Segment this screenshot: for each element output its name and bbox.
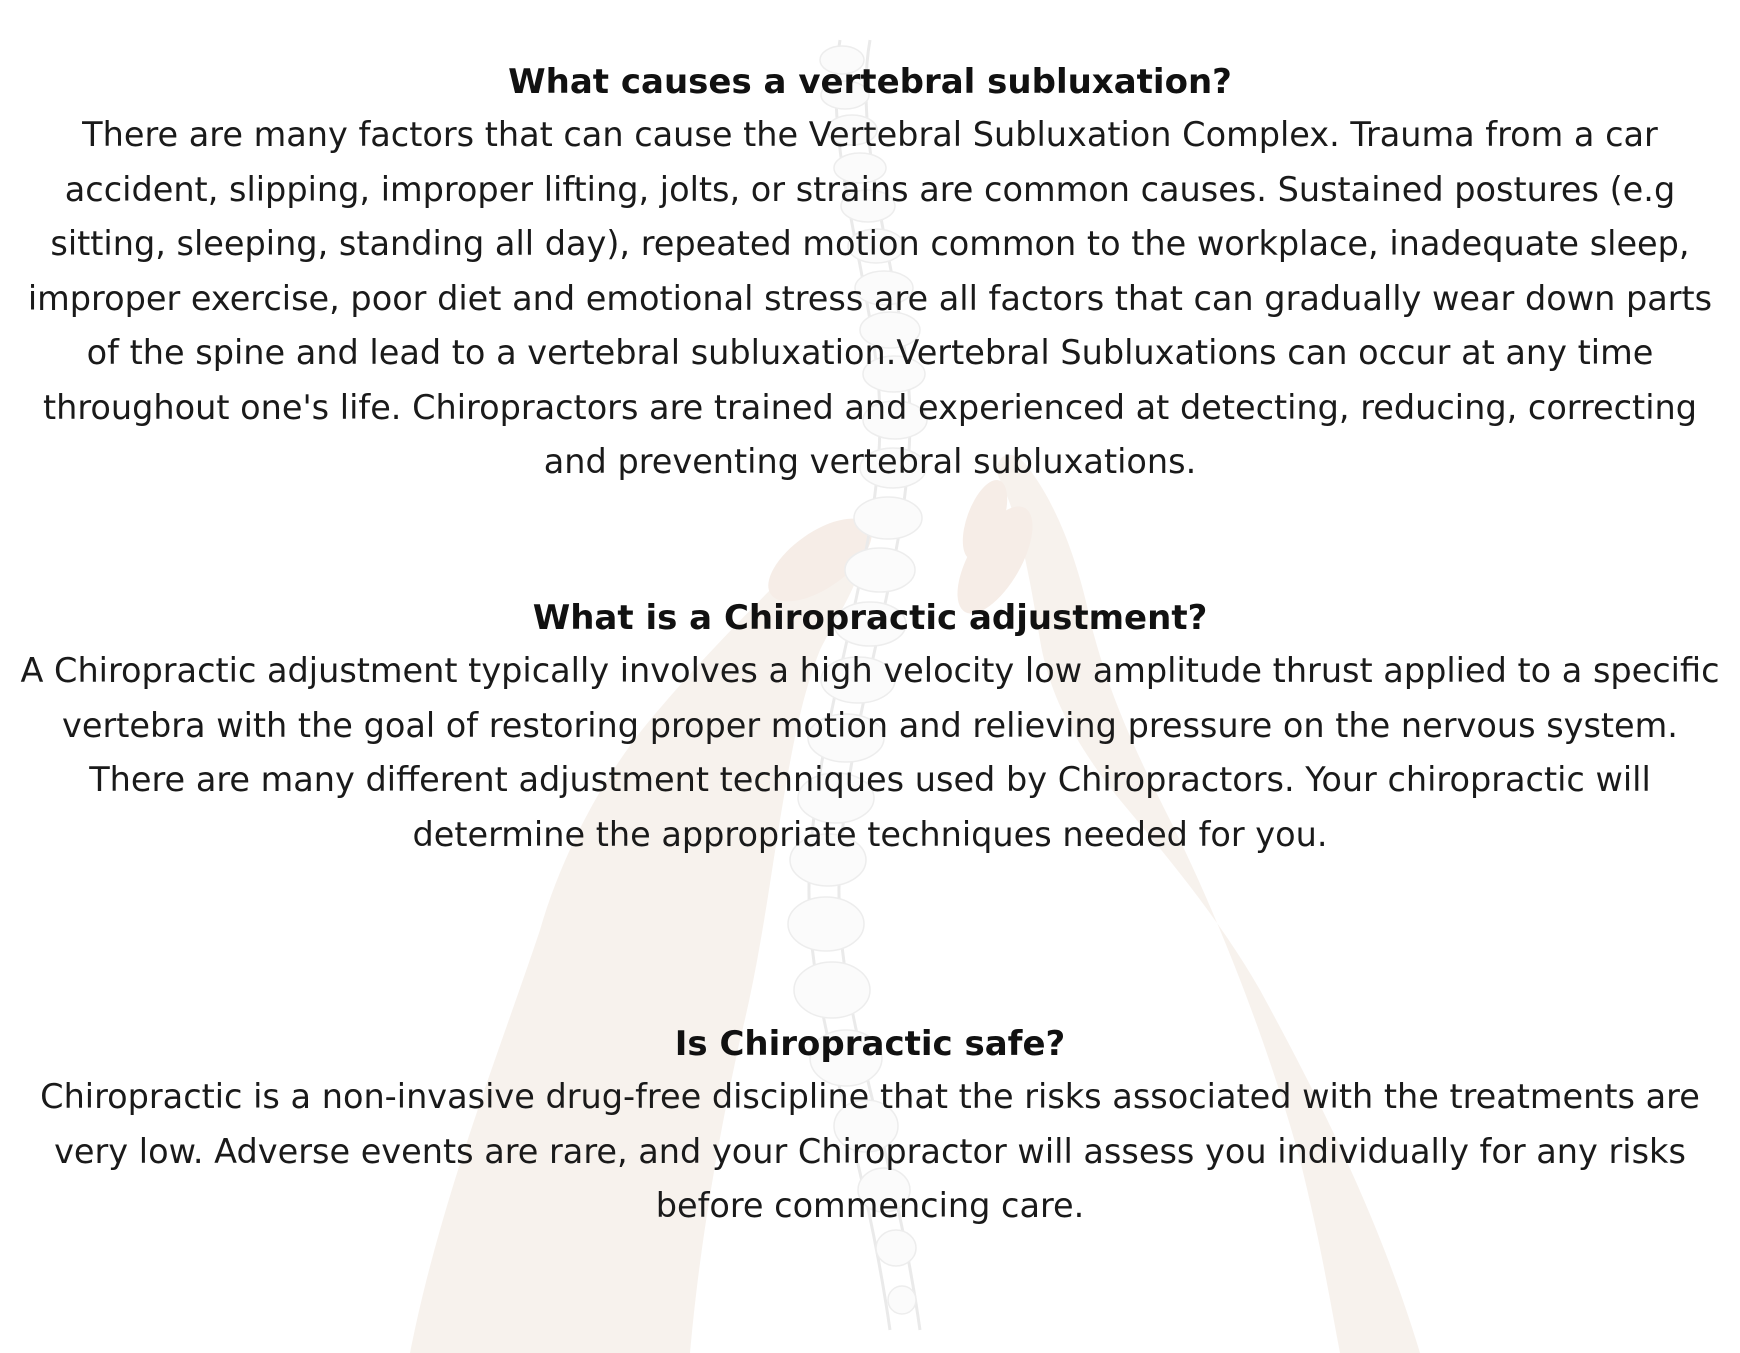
section-body: Chiropractic is a non-invasive drug-free discipline that the risks associated with the treatments are very low. Adverse events are rare, and your Chiropractor will assess you individually for any risks before commencing care.	[40, 1077, 1700, 1225]
section-body: A Chiropractic adjustment typically involves a high velocity low amplitude thrust applied to a specific vertebra with the goal of restoring proper motion and relieving pressure on the nervous system. There are many different adjustment techniques used by Chiropractors. Your chiropractic will determine the appropriate techniques needed for you.	[20, 651, 1720, 854]
section-title: What causes a vertebral subluxation?	[508, 62, 1232, 102]
section-body: There are many factors that can cause the Vertebral Subluxation Complex. Trauma from a car accident, slipping, improper lifting, jolts, or strains are common causes. Sustained postures (e.g sitting, sleeping, standing all day), repeated motion common to the workplace, inadequate sleep, improper exercise, poor diet and emotional stress are all factors that can gradually wear down parts of the spine and lead to a vertebral subluxation.Vertebral Subluxations can occur at any time throughout one's life. Chiropractors are trained and experienced at detecting, reducing, correcting and preventing vertebral subluxations.	[27, 115, 1713, 481]
section-title: Is Chiropractic safe?	[674, 1024, 1066, 1064]
faq-section-chiropractic-safety	[20, 1018, 1720, 1234]
section-title: What is a Chiropractic adjustment?	[532, 598, 1208, 638]
faq-section-subluxation-causes	[20, 56, 1720, 490]
faq-section-chiropractic-adjustment	[20, 592, 1720, 862]
